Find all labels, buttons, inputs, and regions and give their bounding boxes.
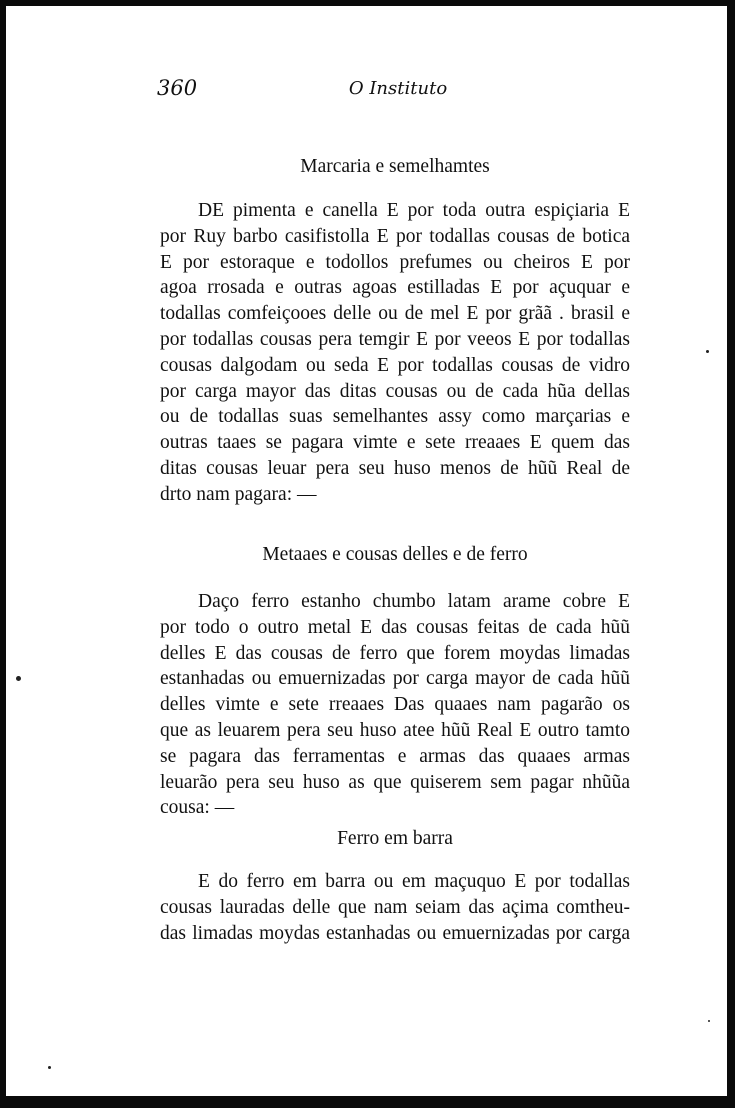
text-line: cousas lauradas delle que nam seiam das açima comtheu- <box>160 896 630 918</box>
text-line: cousas dalgodam ou seda E por todallas cousas de vidro <box>160 354 630 376</box>
text-line: das limadas moydas estanhadas ou emuernizadas por carga <box>160 922 630 944</box>
scan-speck <box>708 1020 710 1022</box>
text-line: agoa rrosada e outras agoas estilladas E por açuquar e <box>160 277 630 299</box>
text-line: por Ruy barbo casifistolla E por todallas cousas de botica <box>160 225 630 247</box>
text-line: delles E das cousas de ferro que forem moydas limadas <box>160 642 630 664</box>
page-header <box>0 68 735 108</box>
text-line: por todallas cousas pera temgir E por veeos E por todallas <box>160 328 630 350</box>
paragraph-metaaes <box>160 589 630 821</box>
text-line: leuarão pera seu huso as que quiserem sem pagar nhũũa <box>160 771 630 793</box>
text-line: cousa: — <box>160 797 235 819</box>
section-heading-metaaes: Metaaes e cousas delles e de ferro <box>262 544 528 565</box>
text-line: E por estoraque e todollos prefumes ou cheiros E por <box>160 251 630 273</box>
text-line: drto nam pagara: — <box>160 483 317 505</box>
page-number: 360 <box>157 76 198 100</box>
text-line: todallas comfeiçooes delle ou de mel E por grãã . brasil e <box>160 303 630 325</box>
text-line: por todo o outro metal E das cousas feitas de cada hũũ <box>160 616 630 638</box>
text-line: Daço ferro estanho chumbo latam arame cobre E <box>198 591 630 612</box>
text-line: ditas cousas leuar pera seu huso menos de hũũ Real de <box>160 457 630 479</box>
text-line: por carga mayor das ditas cousas ou de cada hũa dellas <box>160 380 630 402</box>
text-line: E do ferro em barra ou em maçuquo E por todallas <box>198 871 630 892</box>
text-line: outras taaes se pagara vimte e sete rreaaes E quem das <box>160 432 630 454</box>
text-line: se pagara das ferramentas e armas das quaaes armas <box>160 745 630 767</box>
text-line: delles vimte e sete rreaaes Das quaaes nam pagarão os <box>160 694 630 716</box>
section-heading-ferro-em-barra: Ferro em barra <box>337 828 453 849</box>
scan-speck <box>16 676 21 681</box>
paragraph-marcaria <box>160 198 630 508</box>
section-heading-marcaria: Marcaria e semelhamtes <box>300 156 490 177</box>
scan-speck <box>48 1066 51 1069</box>
scan-speck <box>706 350 709 353</box>
text-line: ou de todallas suas semelhantes assy como marçarias e <box>160 406 630 428</box>
running-title: O Instituto <box>348 78 448 99</box>
text-line: estanhadas ou emuernizadas por carga mayor de cada hũũ <box>160 668 630 690</box>
paragraph-ferro-em-barra <box>160 869 630 946</box>
text-line: que as leuarem pera seu huso atee hũũ Real E outro tamto <box>160 719 630 741</box>
text-line: DE pimenta e canella E por toda outra espiçiaria E <box>198 200 630 221</box>
